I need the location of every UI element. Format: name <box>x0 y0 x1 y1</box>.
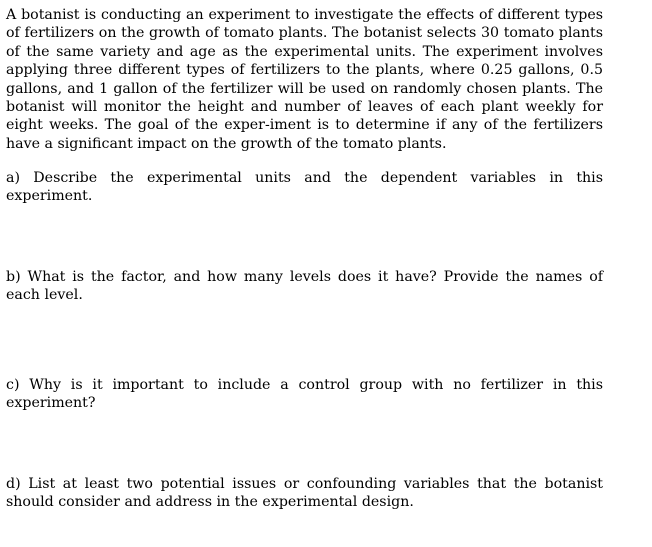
question-c: c) Why is it important to include a control group with no fertilizer in this experiment? <box>6 377 603 412</box>
question-b: b) What is the factor, and how many levels does it have? Provide the names of each level. <box>6 269 603 304</box>
problem-intro: A botanist is conducting an experiment to investigate the effects of different types of fertilizers on the growth of tomato plants. The botanist selects 30 tomato plants of the same variety and age as the experimental units. The experiment involves applying three different types of fertilizers to the plants, where 0.25 gallons, 0.5 gallons, and 1 gallon of the fertilizer will be used on randomly chosen plants. The botanist will monitor the height and number of leaves of each plant weekly for eight weeks. The goal of the exper-iment is to determine if any of the fertilizers have a significant impact on the growth of the tomato plants. <box>6 7 603 152</box>
document-page <box>6 6 603 511</box>
question-a: a) Describe the experimental units and the dependent variables in this experiment. <box>6 170 603 205</box>
question-d: d) List at least two potential issues or confounding variables that the botanist should consider and address in the experimental design. <box>6 476 603 511</box>
